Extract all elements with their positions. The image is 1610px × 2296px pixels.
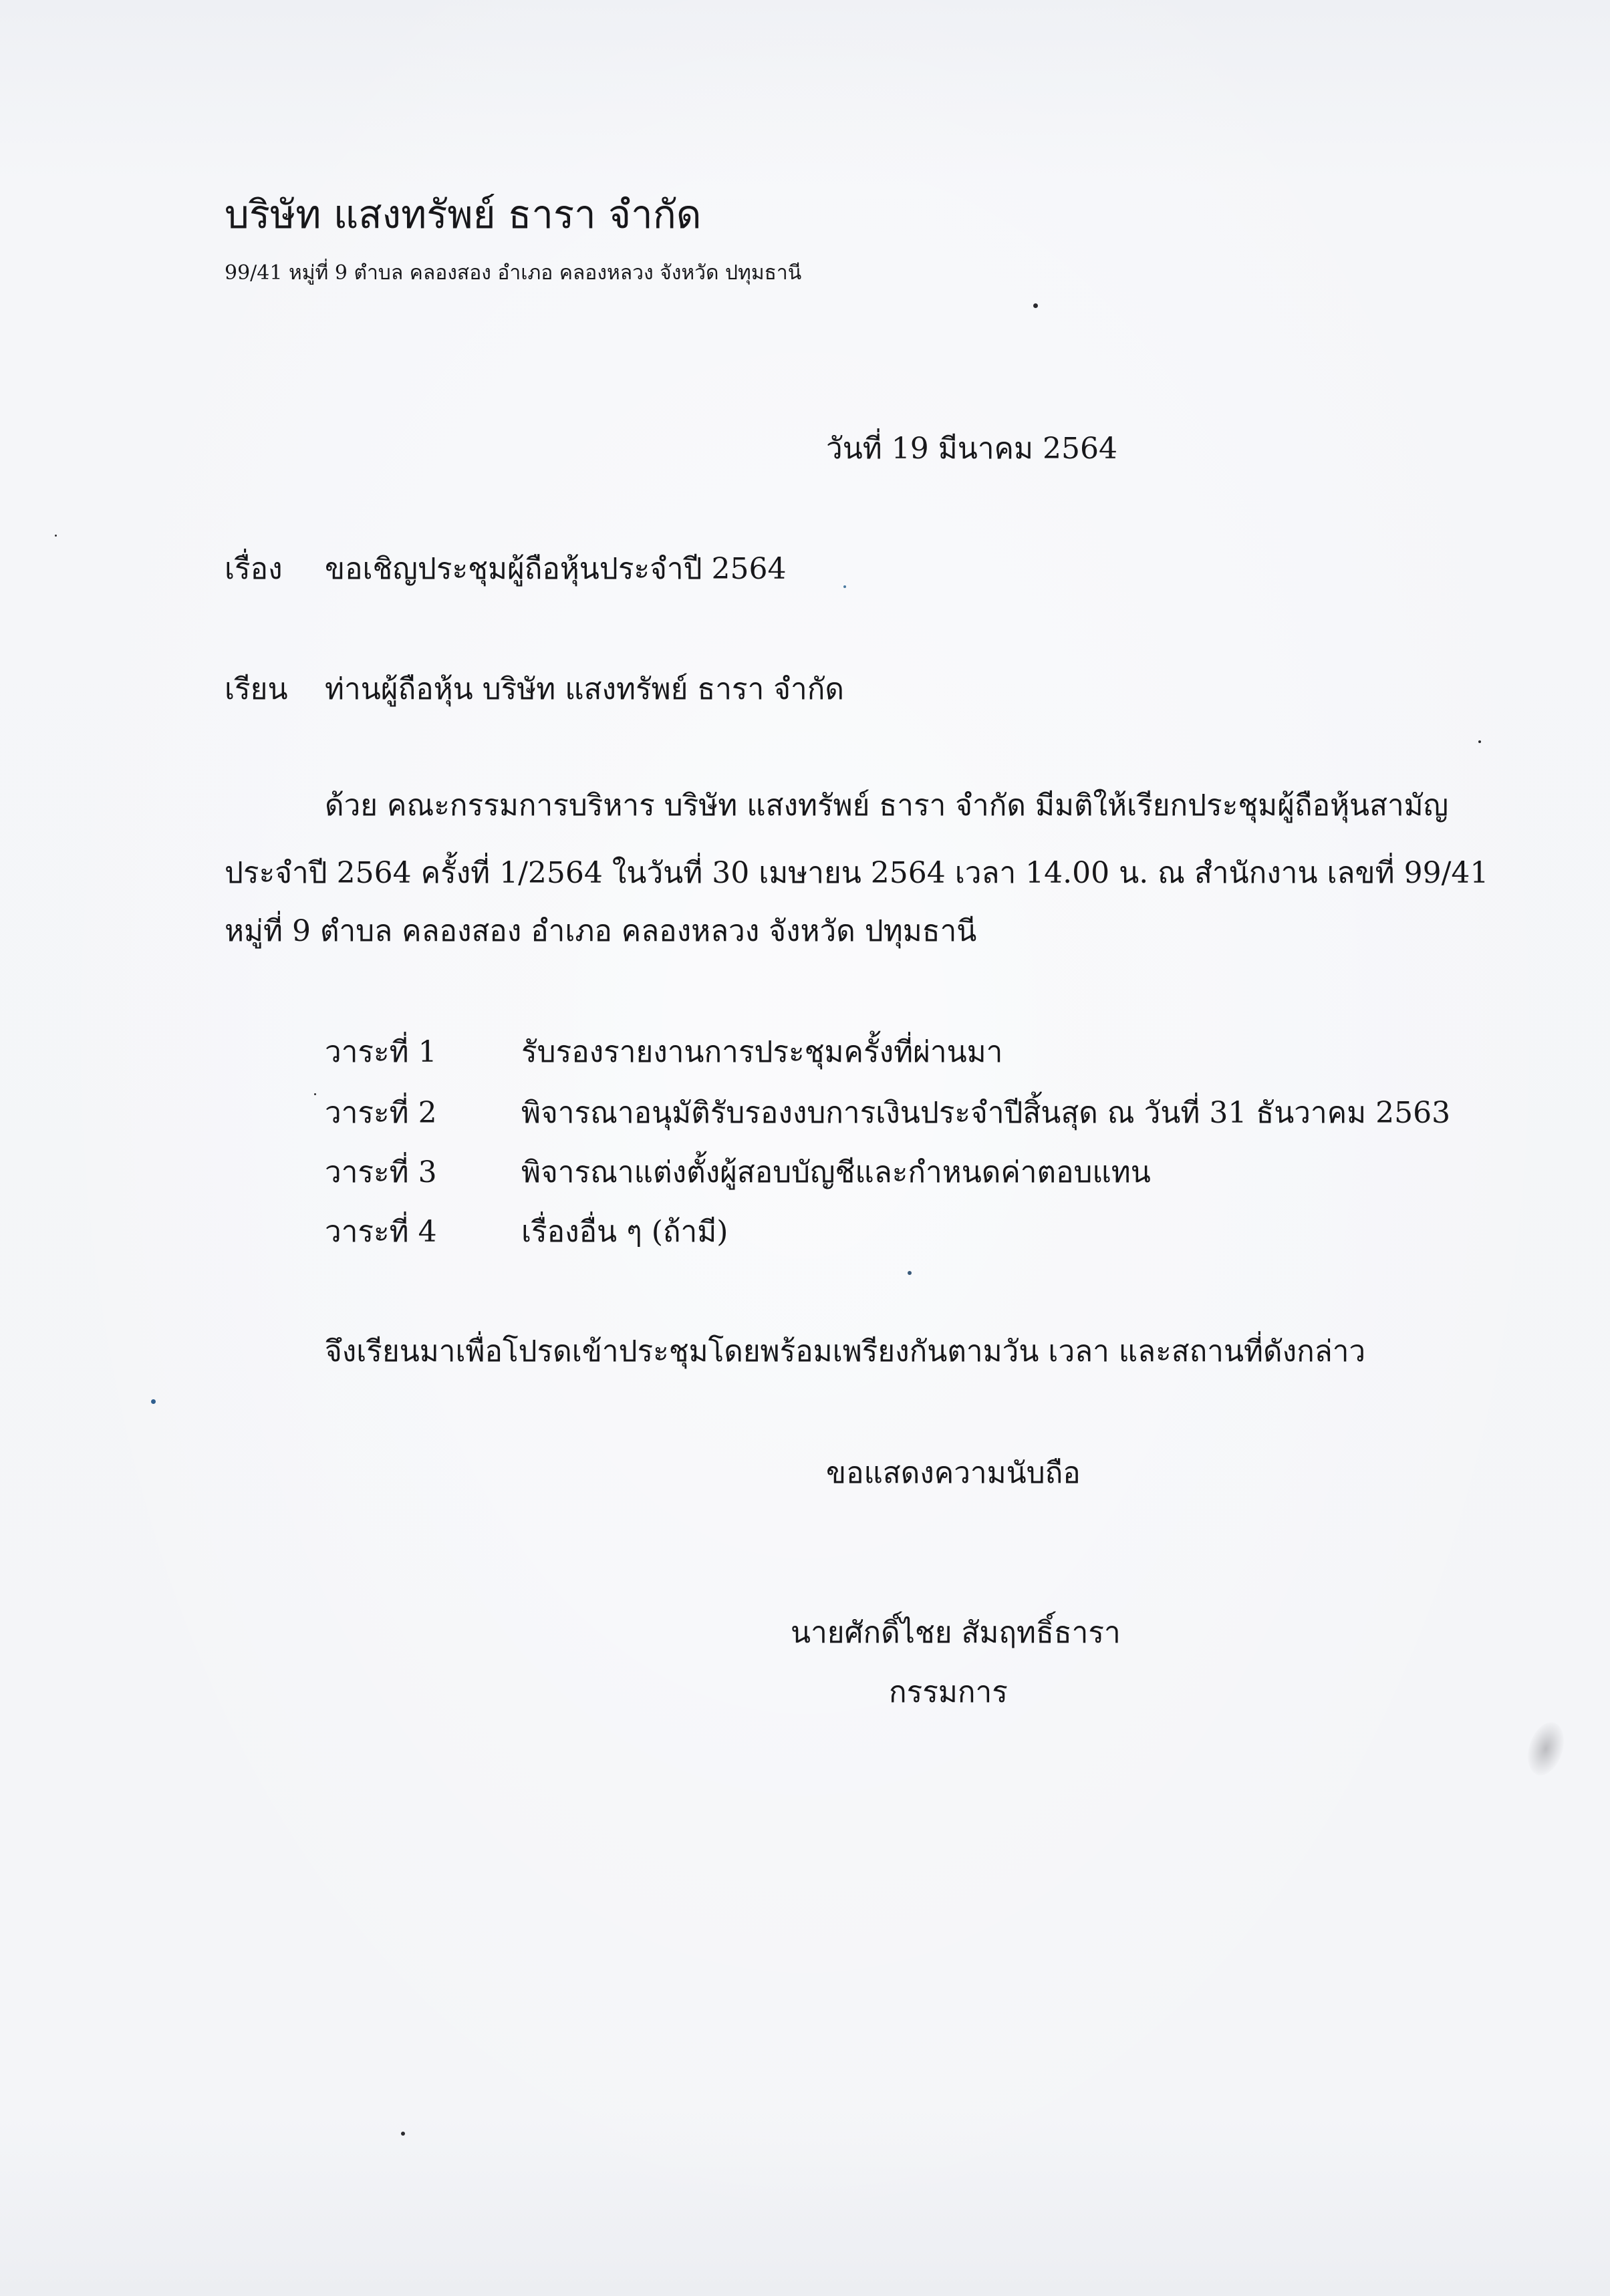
scan-speck [908, 1271, 912, 1275]
closing-salutation: ขอแสดงความนับถือ [826, 1456, 1081, 1490]
scan-speck [55, 535, 57, 537]
company-address: 99/41 หมู่ที่ 9 ตำบล คลองสอง อำเภอ คลองหลวง จังหวัด ปทุมธานี [225, 261, 802, 285]
salutation-text: ท่านผู้ถือหุ้น บริษัท แสงทรัพย์ ธารา จำกัด [325, 672, 844, 706]
scan-speck [1033, 303, 1038, 308]
agenda-item-text: รับรองรายงานการประชุมครั้งที่ผ่านมา [521, 1035, 1003, 1069]
scan-speck [843, 585, 846, 588]
agenda-item-number: วาระที่ 4 [325, 1215, 437, 1249]
closing-paragraph: จึงเรียนมาเพื่อโปรดเข้าประชุมโดยพร้อมเพรียงกันตามวัน เวลา และสถานที่ดังกล่าว [325, 1334, 1366, 1369]
subject-text: ขอเชิญประชุมผู้ถือหุ้นประจำปี 2564 [325, 552, 787, 586]
agenda-item-number: วาระที่ 2 [325, 1096, 437, 1130]
scan-smudge [1522, 1717, 1571, 1779]
letter-date: วันที่ 19 มีนาคม 2564 [826, 432, 1117, 466]
scan-speck [314, 1093, 316, 1095]
agenda-item-text: เรื่องอื่น ๆ (ถ้ามี) [521, 1215, 728, 1249]
scan-speck [151, 1399, 156, 1404]
signer-name: นายศักดิ์ไชย สัมฤทธิ์ธารา [791, 1616, 1121, 1650]
signer-title: กรรมการ [889, 1675, 1008, 1709]
agenda-item-text: พิจารณาอนุมัติรับรองงบการเงินประจำปีสิ้นสุด ณ วันที่ 31 ธันวาคม 2563 [521, 1096, 1451, 1130]
body-paragraph-line: ด้วย คณะกรรมการบริหาร บริษัท แสงทรัพย์ ธารา จำกัด มีมติให้เรียกประชุมผู้ถือหุ้นสามัญ [325, 788, 1449, 823]
scan-speck [401, 2132, 405, 2136]
subject-label: เรื่อง [225, 552, 283, 586]
salutation-label: เรียน [225, 672, 288, 706]
company-name: บริษัท แสงทรัพย์ ธารา จำกัด [225, 192, 702, 237]
body-paragraph-line: ประจำปี 2564 ครั้งที่ 1/2564 ในวันที่ 30 เมษายน 2564 เวลา 14.00 น. ณ สำนักงาน เลขที่ 99/41 [225, 856, 1489, 890]
body-paragraph-line: หมู่ที่ 9 ตำบล คลองสอง อำเภอ คลองหลวง จังหวัด ปทุมธานี [225, 914, 977, 948]
scan-speck [1478, 740, 1481, 743]
agenda-item-text: พิจารณาแต่งตั้งผู้สอบบัญชีและกำหนดค่าตอบแทน [521, 1155, 1151, 1189]
agenda-item-number: วาระที่ 1 [325, 1035, 437, 1069]
agenda-item-number: วาระที่ 3 [325, 1155, 437, 1189]
